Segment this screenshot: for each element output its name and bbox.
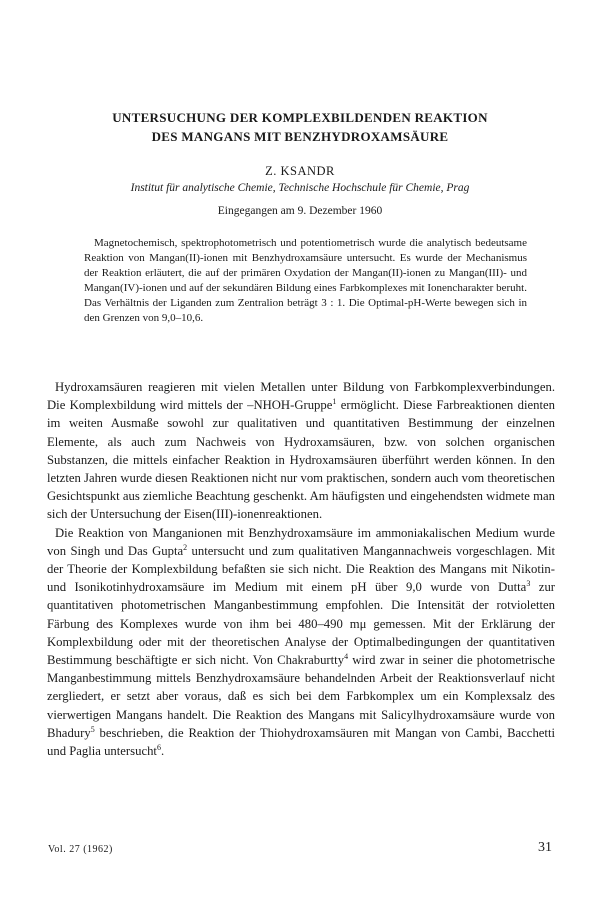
title-line-1: UNTERSUCHUNG DER KOMPLEXBILDENDEN REAKTION	[112, 110, 488, 125]
abstract: Magnetochemisch, spektrophotometrisch und potentiometrisch wurde die analytisch bedeutsame Reaktion von Mangan(II)-ionen mit Benzhydroxamsäure untersucht. Es wurde der Mechanismus der Reaktion erläutert, die auf der primären Oxydation der Mangan(II)-ionen zu Mangan(III)- und Mangan(IV)-ionen und auf der sekundären Bildung eines Farbkomplexes mit Ionencharakter beruht. Das Verhältnis der Liganden zum Zentralion beträgt 3 : 1. Die Optimal-pH-Werte bewegen sich in den Grenzen von 9,0–10,6.	[84, 237, 527, 325]
body-text: zur quantitativen photometrischen Manganbestimmung empfohlen. Die Intensität der rotvioletten Färbung des Komplexes wurde von ihm bei 480–490 mμ gemessen. Mit der Erklärung der Komplexbildung oder mit der theoretischen Analyse der Optimalbedingungen der quantitativen Bestimmung beschäftigte er sich nicht. Von Chakraburtty	[47, 580, 556, 668]
page-number: 31	[538, 840, 552, 855]
body-text: ermöglicht. Diese Farbreaktionen dienten im weiten Ausmaße sowohl zur qualitativen und quantitativen Bestimmung der einzelnen Elemente, als auch zum Nachweis von Hydroxamsäuren, bzw. von solchen organischen Substanzen, die mittels einfacher Reaktion in Hydroxamsäuren überführt werden können. In den letzten Jahren wurde diesen Reaktionen nicht nur vom praktischen, sondern auch vom theoretischen Gesichtspunkt aus ziemliche Beachtung geschenkt. Am häufigsten und eingehendsten widmete man sich der Untersuchung der Eisen(III)-ionenreaktionen.	[47, 398, 555, 522]
body-paragraph-1	[47, 378, 555, 524]
reference-marker: 4	[344, 651, 349, 661]
reference-marker: 2	[183, 542, 188, 552]
author-affiliation: Institut für analytische Chemie, Technische Hochschule für Chemie, Prag	[130, 182, 470, 194]
received-date: Eingegangen am 9. Dezember 1960	[217, 205, 383, 217]
title-line-2: DES MANGANS MIT BENZHYDROXAMSÄURE	[151, 129, 449, 144]
body-paragraph-2	[47, 524, 555, 761]
body-text: wird zwar in seiner die photometrische Manganbestimmung mittels Benzhydroxamsäure behandelnden Arbeit der Reaktionsverlauf nicht zergliedert, er setzt aber voraus, daß es sich bei dem Farbkomplex um ein Komplexsalz des vierwertigen Mangans handelt. Die Reaktion des Mangans mit Salicylhydroxamsäure wurde von Bhadury	[47, 653, 555, 740]
body-text: Hydroxamsäuren reagieren mit vielen Metallen unter Bildung von Farbkomplexverbindungen. Die Komplexbildung wird mittels der –NHOH-Gruppe	[47, 380, 555, 413]
article-title	[60, 108, 540, 146]
reference-marker: 5	[90, 724, 95, 734]
reference-marker: 3	[526, 579, 531, 588]
author-name: Z. KSANDR	[265, 164, 335, 178]
body-text: beschrieben, die Reaktion der Thiohydroxamsäuren mit Mangan von Cambi, Bacchetti und Paglia untersucht	[47, 725, 555, 759]
body-text: untersucht und zum qualitativen Mangannachweis vorgeschlagen. Mit der Theorie der Komplexbildung befaßten sie sich nicht. Die Reaktion des Mangans mit Nikotin- und Isonikotinhydroxamsäure im Medium mit einem pH über 9,0 wurde von Dutta	[47, 543, 556, 595]
reference-marker: 6	[156, 742, 161, 752]
reference-marker: 1	[332, 396, 337, 406]
journal-reference: Vol. 27 (1962)	[48, 844, 113, 855]
article-body	[47, 378, 555, 760]
body-text: .	[160, 744, 165, 759]
body-text: Die Reaktion von Manganionen mit Benzhydroxamsäure im ammoniakalischen Medium wurde von Singh und Das Gupta	[47, 525, 555, 558]
